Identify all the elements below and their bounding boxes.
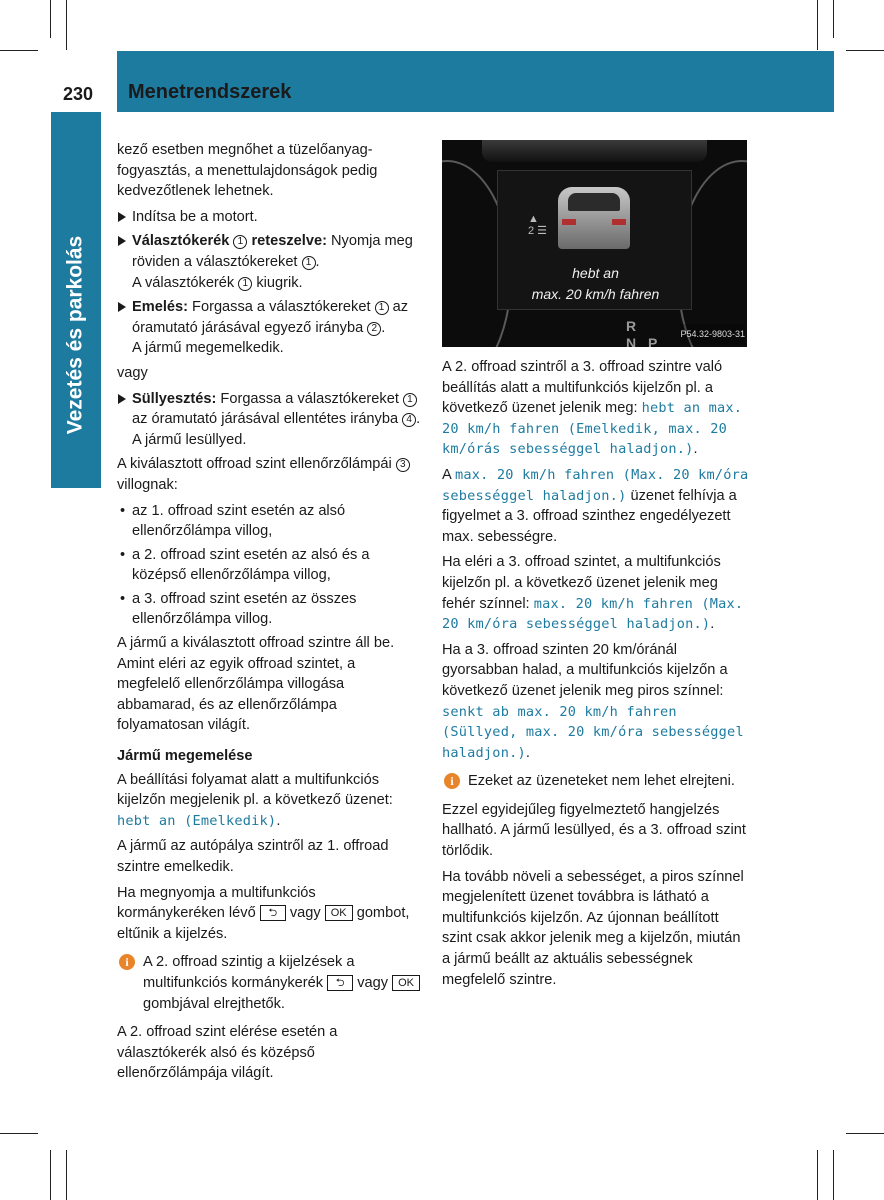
- step-result: kiugrik.: [256, 274, 303, 291]
- step-text: Forgassa a választókereket: [192, 299, 371, 316]
- paragraph-text: .: [693, 441, 698, 458]
- crop-mark: [833, 0, 834, 38]
- info-text: A 2. offroad szintig a kijelzések a multifunkciós kormánykerék: [143, 954, 355, 991]
- info-icon: i: [119, 954, 135, 970]
- paragraph: vagy: [117, 364, 148, 381]
- car-rear-icon: [558, 187, 630, 249]
- paragraph: [117, 770, 422, 832]
- crop-mark: [817, 0, 818, 50]
- display-message: max. 20 km/h fahren (Max. 20 km/óra sebességgel haladjon.): [442, 466, 749, 504]
- side-tab-label: Vezetés és parkolás: [63, 235, 87, 435]
- paragraph: [442, 640, 752, 764]
- step-result: A jármű lesüllyed.: [132, 431, 247, 448]
- crop-mark: [846, 1133, 884, 1134]
- figure-code: P54.32-9803-31: [680, 324, 745, 345]
- paragraph-text: vagy: [289, 905, 321, 922]
- info-icon: i: [444, 773, 460, 789]
- display-message: senkt ab max. 20 km/h fahren (Süllyed, max. 20 km/óra sebességgel haladjon.): [442, 703, 744, 761]
- paragraph-text: Ha eléri a 3. offroad szintet, a multifunkciós kijelzőn pl. a következő üzenet jelenik meg fehér színnel:: [442, 554, 721, 612]
- crop-mark: [66, 1150, 67, 1200]
- right-column: [442, 140, 752, 995]
- step-text: az óramutató járásával egyező irányba: [132, 299, 409, 336]
- callout-number: 4: [402, 413, 416, 427]
- display-message: hebt an (Emelkedik): [117, 812, 277, 829]
- list-item: • az 1. offroad szint esetén az alsó ellenőrzőlámpa villog,: [117, 501, 422, 542]
- crop-mark: [66, 0, 67, 50]
- paragraph: [442, 552, 752, 634]
- step-item: Választókerék 1 reteszelve: Nyomja meg röviden a választókereket 1 . A választókerék 1 kiugrik.: [117, 231, 422, 293]
- callout-number: 1: [375, 301, 389, 315]
- paragraph-text: .: [276, 812, 281, 829]
- callout-number: 2: [367, 322, 381, 336]
- callout-number: 3: [396, 458, 410, 472]
- paragraph: A 2. offroad szint elérése esetén a választókerék alsó és középső ellenőrzőlámpája világít.: [117, 1024, 338, 1082]
- paragraph-text: .: [710, 616, 715, 633]
- step-result: A választókerék: [132, 274, 235, 291]
- callout-number: 1: [233, 235, 247, 249]
- info-note: [442, 771, 752, 792]
- paragraph-text: A beállítási folyamat alatt a multifunkciós kijelzőn megjelenik pl. a következő üzenet:: [117, 771, 393, 809]
- paragraph: Ezzel egyidejűleg figyelmeztető hangjelzés hallható. A jármű lesüllyed, és a 3. offroad szint törlődik.: [442, 801, 746, 860]
- paragraph-text: Ha megnyomja a multifunkciós kormánykeréken lévő: [117, 884, 316, 922]
- info-text: gombjával elrejthetők.: [143, 995, 285, 1012]
- paragraph: Ha tovább növeli a sebességet, a piros színnel megjelenített üzenet továbbra is látható a multifunkciós kijelzőn. Az újonnan beállított szint csak akkor jelenik meg a kijelzőn, miután a jármű beállt az aktuális sebességnek megfelelő szintre.: [442, 868, 744, 988]
- crop-mark: [833, 1150, 834, 1200]
- list-item: • a 3. offroad szint esetén az összes ellenőrzőlámpa villog.: [117, 589, 422, 630]
- crop-mark: [817, 1150, 818, 1200]
- page-number: 230: [63, 84, 94, 104]
- step-item: Süllyesztés: Forgassa a választókereket 1 az óramutató járásával ellentétes irányba 4 . A jármű lesüllyed.: [117, 389, 422, 451]
- paragraph-text: gombot, eltűnik a kijelzés.: [117, 905, 410, 942]
- paragraph-text: A 2. offroad szintről a 3. offroad szintre való beállítás alatt a multifunkciós kijelzőn pl. a következő üzenet jelenik meg:: [442, 359, 723, 417]
- paragraph-text: Ha a 3. offroad szinten 20 km/óránál gyorsabban halad, a multifunkciós kijelzőn a következő üzenet jelenik meg piros színnel:: [442, 641, 728, 699]
- paragraph-text: A: [442, 466, 451, 483]
- multifunction-display: [497, 170, 692, 310]
- step-item: Emelés: Forgassa a választókereket 1 az óramutató járásával egyező irányba 2 . A jármű megemelkedik.: [117, 297, 422, 359]
- step-label: Emelés:: [132, 299, 188, 316]
- car-taillight: [612, 219, 626, 225]
- paragraph: [442, 357, 752, 460]
- step-text: Indítsa be a motort.: [132, 208, 258, 225]
- crop-mark: [50, 1150, 51, 1200]
- gear-indicator: R: [626, 318, 637, 334]
- section-heading: Jármű megemelése: [117, 748, 253, 765]
- gear-indicator: N: [626, 335, 637, 347]
- info-text: vagy: [357, 974, 389, 991]
- left-column: [117, 140, 422, 1089]
- display-line: max. 20 km/h fahren: [531, 286, 660, 302]
- callout-number: 1: [238, 277, 252, 291]
- crop-mark: [50, 0, 51, 38]
- display-message: max. 20 km/h fahren (Max. 20 km/óra sebességgel haladjon.): [442, 595, 744, 633]
- step-text: az óramutató járásával ellentétes irányba: [132, 411, 399, 428]
- list-item: • a 2. offroad szint esetén az alsó és a középső ellenőrzőlámpa villog,: [117, 545, 422, 586]
- step-text: Nyomja meg röviden a választókereket: [132, 233, 413, 270]
- callout-number: 1: [302, 256, 316, 270]
- car-window: [568, 193, 620, 211]
- step-label: reteszelve:: [251, 233, 327, 250]
- step-label: Süllyesztés:: [132, 390, 217, 407]
- info-text: Ezeket az üzeneteket nem lehet elrejteni.: [468, 773, 735, 790]
- crop-mark: [846, 50, 884, 51]
- paragraph-text: A kiválasztott offroad szint ellenőrzőlámpái: [117, 456, 392, 473]
- gear-indicator: P: [648, 335, 658, 347]
- ok-key-icon: OK: [325, 905, 353, 921]
- step-text: Forgassa a választókereket: [220, 390, 399, 407]
- step-item: [117, 207, 422, 228]
- step-result: A jármű megemelkedik.: [132, 340, 284, 357]
- instrument-cluster-image: [442, 140, 747, 347]
- paragraph-text: .: [525, 744, 530, 761]
- paragraph: [117, 883, 422, 945]
- ok-key-icon: OK: [392, 975, 420, 991]
- back-key-icon: ⮌: [260, 905, 286, 921]
- back-key-icon: ⮌: [327, 975, 353, 991]
- paragraph-text: üzenet felhívja a figyelmet a 3. offroad szinthez engedélyezett max. sebességre.: [442, 487, 737, 545]
- paragraph: [117, 454, 422, 495]
- paragraph: kező esetben megnőhet a tüzelőanyag-fogyasztás, a menettulajdonságok pedig kedvezőtlenek lehetnek.: [117, 142, 378, 200]
- callout-number: 1: [403, 393, 417, 407]
- crop-mark: [0, 1133, 38, 1134]
- cluster-top-trim: [482, 140, 707, 162]
- display-line: hebt an: [572, 265, 619, 281]
- chapter-title: Menetrendszerek: [128, 81, 292, 103]
- step-label: Választókerék: [132, 233, 230, 250]
- level-indicator-icon: ▲ 2 ☰: [528, 213, 548, 237]
- paragraph: A jármű a kiválasztott offroad szintre áll be. Amint eléri az egyik offroad szintet, a megfelelő ellenőrzőlámpa villogása abbamarad, és az ellenőrzőlámpa folyamatosan világít.: [117, 635, 395, 734]
- crop-mark: [0, 50, 38, 51]
- car-taillight: [562, 219, 576, 225]
- paragraph: [442, 465, 752, 547]
- info-note: [117, 952, 422, 1014]
- display-message: hebt an max. 20 km/h fahren (Emelkedik, max. 20 km/órás sebességgel haladjon.): [442, 400, 743, 458]
- level-number: 2: [528, 225, 535, 237]
- paragraph: A jármű az autópálya szintről az 1. offroad szintre emelkedik.: [117, 838, 389, 875]
- paragraph-text: villognak:: [117, 476, 178, 493]
